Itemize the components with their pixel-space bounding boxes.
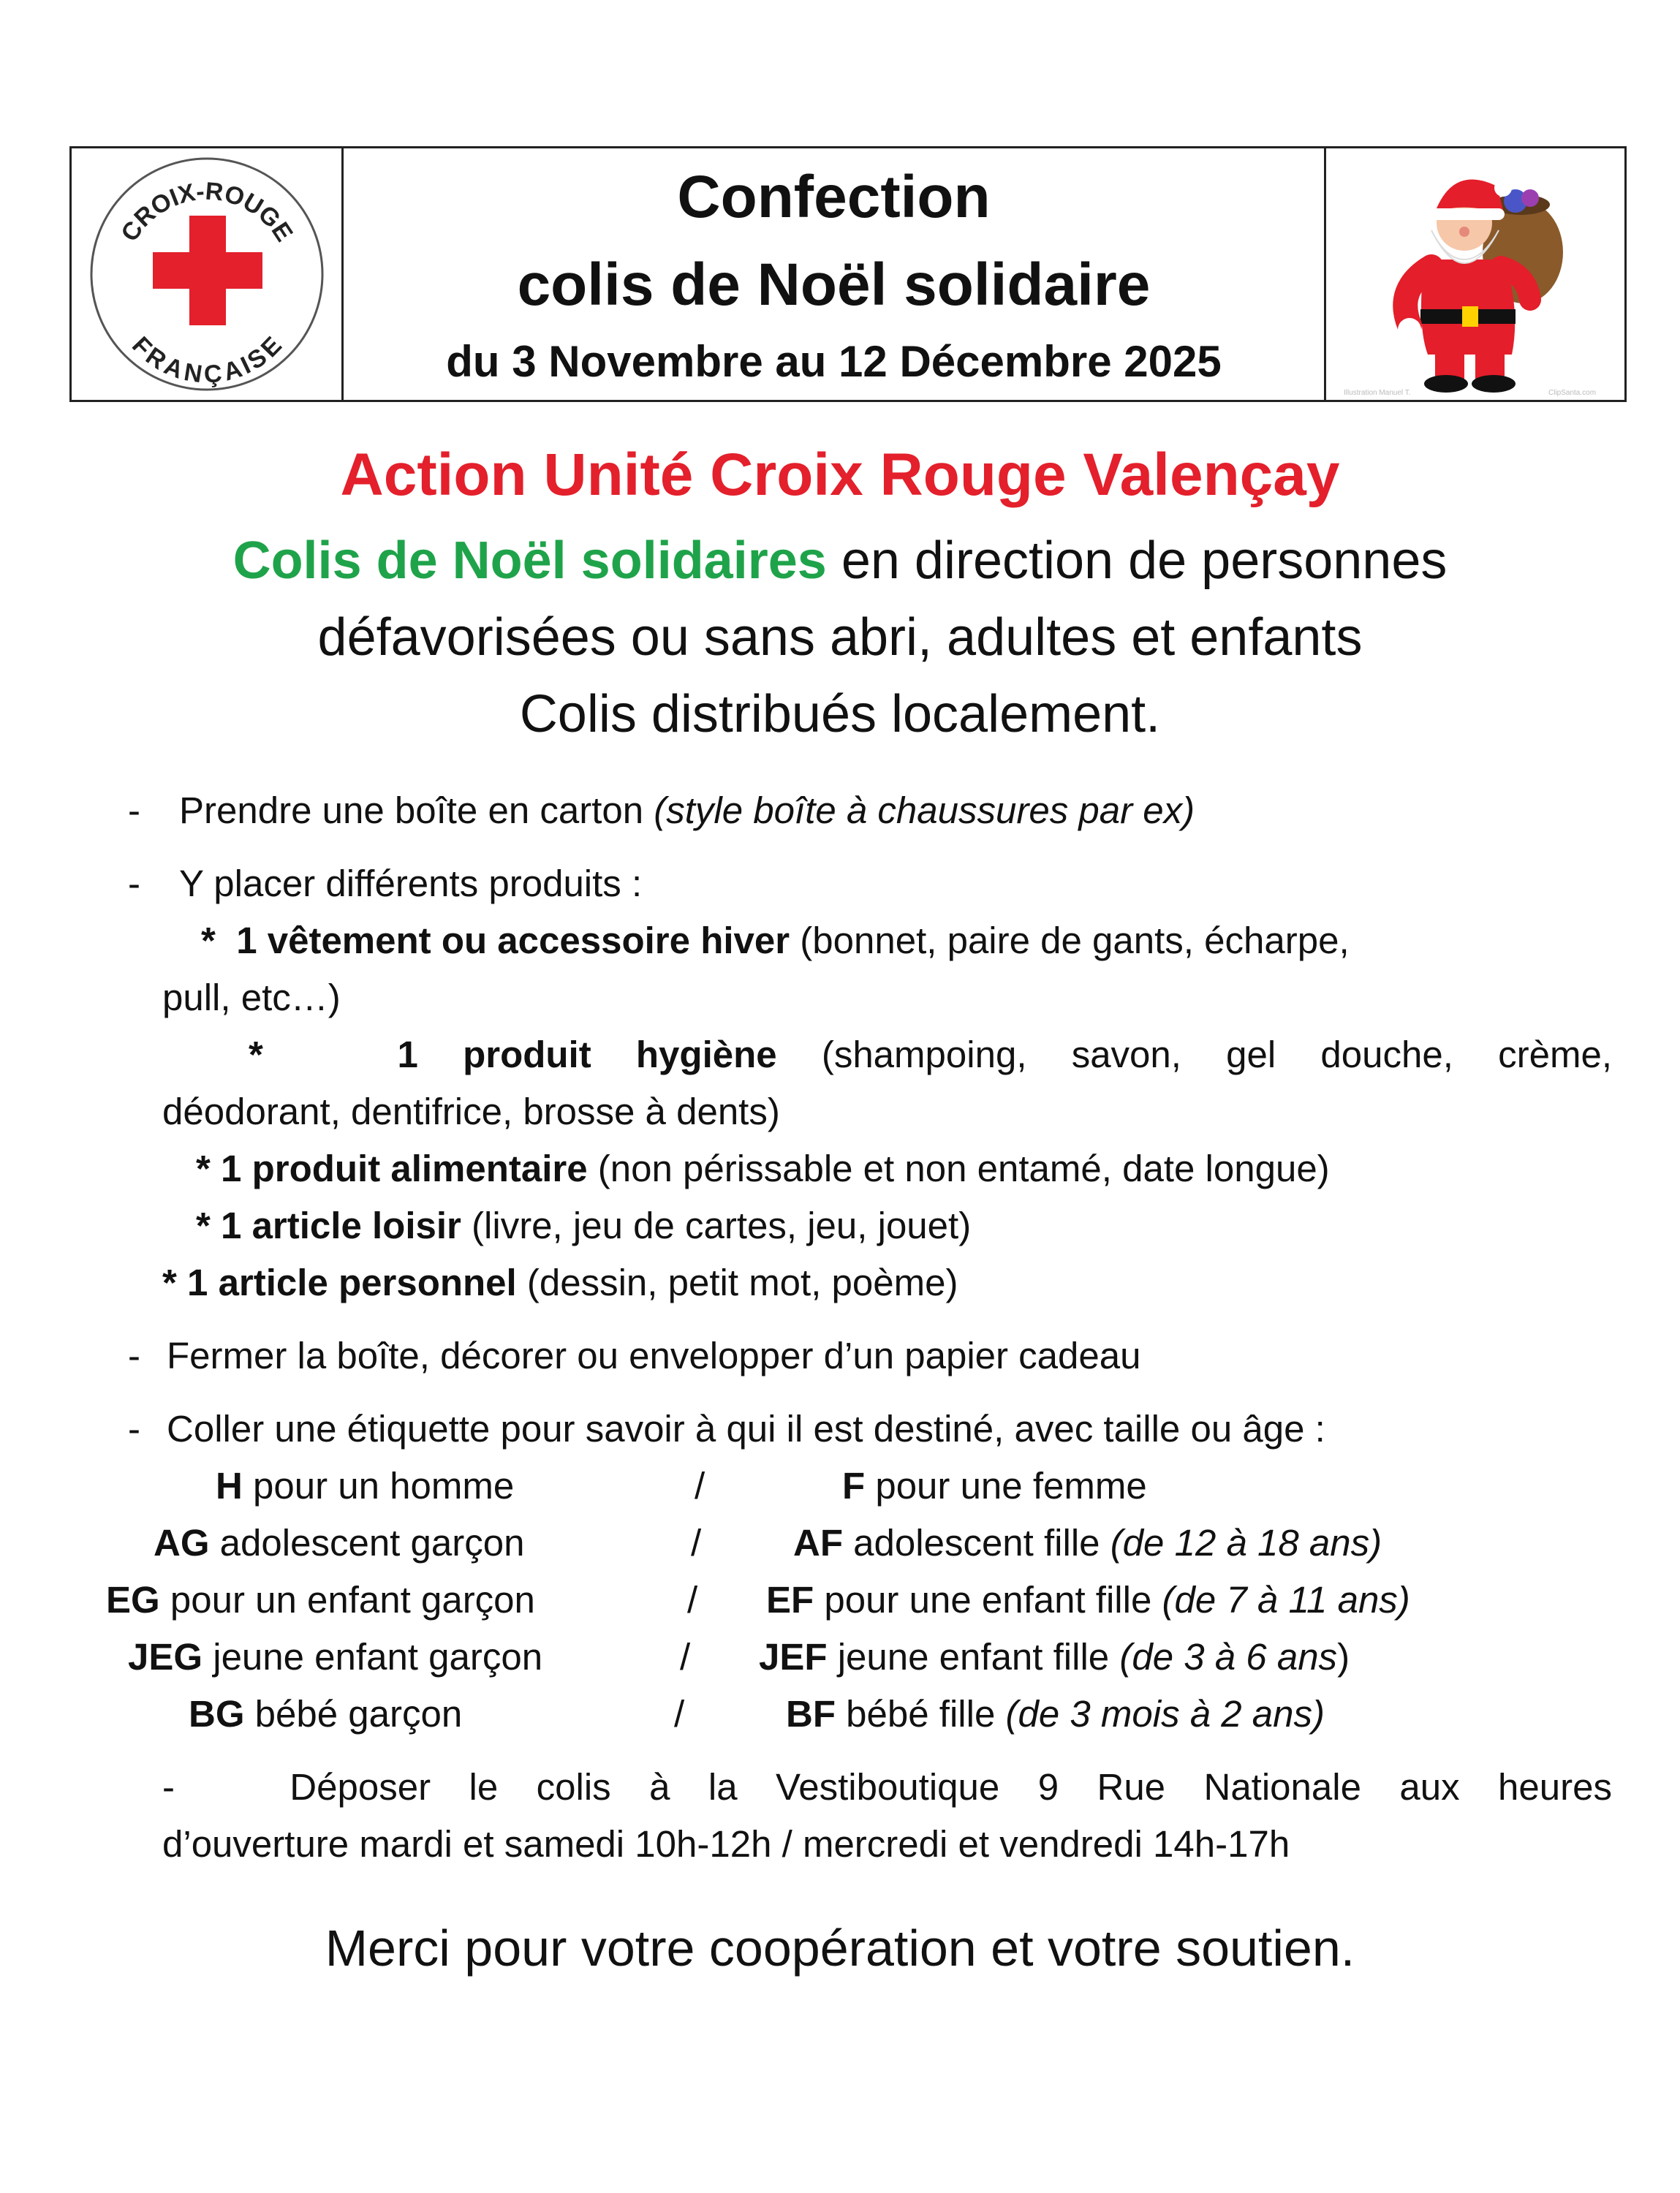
step-3-text: Fermer la boîte, décorer ou envelopper d’un papier cadeau (167, 1335, 1141, 1376)
label-code: H (216, 1465, 243, 1507)
item-1-label: 1 vêtement ou accessoire hiver (236, 920, 790, 961)
label-code: JEF (759, 1636, 828, 1678)
label-row-jeg-right (759, 1629, 1350, 1686)
intro-line-1 (0, 523, 1680, 599)
step-4-dash: - (128, 1408, 140, 1450)
label-text: jeune enfant fille (827, 1636, 1120, 1678)
item-5-label: 1 article personnel (187, 1262, 517, 1303)
label-row-ag-right (793, 1515, 1382, 1572)
step-4-text: Coller une étiquette pour savoir à qui il est destiné, avec taille ou âge : (167, 1408, 1325, 1450)
title-line-1: Confection (677, 164, 991, 230)
intro-highlight: Colis de Noël solidaires (232, 531, 827, 590)
label-separator: / (674, 1693, 685, 1735)
label-separator: / (695, 1465, 705, 1507)
deposit-dash: - (162, 1766, 175, 1808)
thanks-message: Merci pour votre coopération et votre soutien. (325, 1920, 1355, 1977)
label-separator: / (687, 1579, 698, 1621)
intro-line-3: Colis distribués localement. (519, 685, 1161, 743)
item-1 (201, 912, 1350, 969)
croix-rouge-logo (83, 154, 331, 395)
label-text: adolescent garçon (209, 1522, 525, 1564)
item-2-star: * (249, 1034, 263, 1075)
label-code: BG (189, 1693, 245, 1735)
item-3-label: 1 produit alimentaire (221, 1148, 588, 1189)
label-separator: / (691, 1522, 702, 1564)
santa-claus-icon (1329, 150, 1622, 398)
label-row-eg-right (766, 1572, 1410, 1629)
item-4-label: 1 article loisir (221, 1205, 461, 1246)
date-range: du 3 Novembre au 12 Décembre 2025 (446, 337, 1222, 386)
item-1-continued: pull, etc…) (162, 977, 341, 1018)
label-code: EG (106, 1579, 160, 1621)
intro-line-2: défavorisées ou sans abri, adultes et enfants (317, 608, 1363, 667)
label-text: pour un enfant garçon (159, 1579, 535, 1621)
step-1-dash: - (128, 789, 140, 831)
deposit-line-1 (162, 1759, 1612, 1816)
label-code: EF (766, 1579, 814, 1621)
label-age-close: ) (1337, 1636, 1350, 1678)
item-3 (196, 1140, 1330, 1197)
label-text: adolescent fille (842, 1522, 1110, 1564)
label-row-h-left (216, 1458, 514, 1515)
label-row-eg-left (106, 1572, 535, 1629)
label-separator: / (680, 1636, 691, 1678)
label-row-bg-left (189, 1686, 462, 1743)
action-title: Action Unité Croix Rouge Valençay (340, 442, 1340, 508)
item-5-detail: (dessin, petit mot, poème) (516, 1262, 958, 1303)
intro-line-1-rest: en direction de personnes (826, 531, 1448, 590)
item-1-detail: (bonnet, paire de gants, écharpe, (790, 920, 1350, 961)
item-4-star: * (196, 1205, 211, 1246)
item-2 (249, 1026, 1612, 1083)
item-4-detail: (livre, jeu de cartes, jeu, jouet) (461, 1205, 972, 1246)
label-row-bg-right (786, 1686, 1325, 1743)
item-3-star: * (196, 1148, 211, 1189)
label-text: jeune enfant garçon (203, 1636, 543, 1678)
label-text: pour une femme (865, 1465, 1147, 1507)
step-2-dash: - (128, 863, 140, 904)
item-3-detail: (non périssable et non entamé, date longue) (587, 1148, 1330, 1189)
item-5-star: * (162, 1262, 177, 1303)
label-code: AF (793, 1522, 843, 1564)
label-code: AG (154, 1522, 210, 1564)
santa-caption-right: ClipSanta.com (1548, 389, 1597, 397)
label-age: (de 3 mois à 2 ans) (1005, 1693, 1325, 1735)
label-text: pour une enfant fille (814, 1579, 1162, 1621)
santa-cell (1326, 148, 1624, 400)
label-code: F (842, 1465, 866, 1507)
item-4 (196, 1197, 971, 1254)
label-age: (de 3 à 6 ans (1119, 1636, 1338, 1678)
label-row-h-right (842, 1458, 1147, 1515)
step-1-text: Prendre une boîte en carton (179, 789, 654, 831)
step-2-text: Y placer différents produits : (179, 863, 643, 904)
label-code: BF (786, 1693, 836, 1735)
item-2-detail: (shampoing, savon, gel douche, crème, (776, 1034, 1612, 1075)
item-5 (162, 1254, 958, 1311)
label-row-ag-left (154, 1515, 524, 1572)
title-line-2: colis de Noël solidaire (517, 251, 1151, 318)
step-3-dash: - (128, 1335, 140, 1376)
logo-text-bottom: FRANÇAISE (126, 331, 287, 389)
item-1-star: * (201, 920, 216, 961)
deposit-text-1: Déposer le colis à la Vestiboutique 9 Rue Nationale aux heures (290, 1766, 1612, 1808)
label-code: JEG (128, 1636, 203, 1678)
step-1 (179, 782, 1195, 839)
label-text: bébé fille (835, 1693, 1006, 1735)
header-box (69, 146, 1627, 402)
label-age: (de 12 à 18 ans) (1110, 1522, 1382, 1564)
label-age: (de 7 à 11 ans) (1162, 1579, 1410, 1621)
label-row-jeg-left (128, 1629, 542, 1686)
logo-cell (72, 148, 344, 400)
deposit-line-2: d’ouverture mardi et samedi 10h-12h / mercredi et vendredi 14h-17h (162, 1823, 1290, 1865)
step-1-note: (style boîte à chaussures par ex) (654, 789, 1195, 831)
santa-caption-left: Illustration Manuel T. (1344, 389, 1411, 397)
item-2-continued: déodorant, dentifrice, brosse à dents) (162, 1091, 780, 1132)
item-2-label: 1 produit hygiène (397, 1034, 777, 1075)
logo-text-top: CROIX-ROUGE (115, 177, 298, 247)
label-text: pour un homme (242, 1465, 515, 1507)
title-cell (344, 148, 1326, 400)
label-text: bébé garçon (244, 1693, 463, 1735)
